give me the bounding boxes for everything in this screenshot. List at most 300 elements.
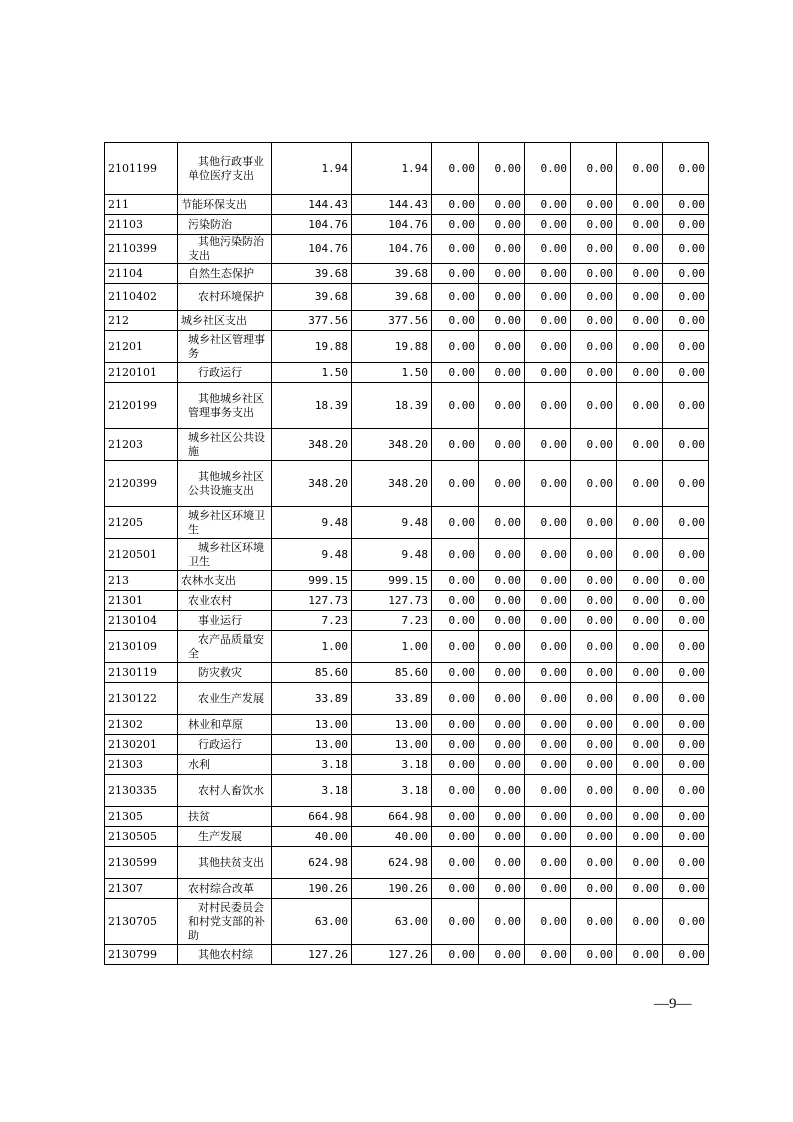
amount-cell: 0.00 xyxy=(525,311,571,331)
table-row xyxy=(105,899,709,945)
amount-cell: 0.00 xyxy=(663,507,709,539)
amount-cell: 0.00 xyxy=(525,429,571,461)
amount-cell: 0.00 xyxy=(617,311,663,331)
amount-cell: 0.00 xyxy=(432,539,479,571)
subject-code-cell: 2120101 xyxy=(105,363,178,383)
amount-cell: 85.60 xyxy=(352,663,432,683)
amount-cell: 0.00 xyxy=(525,807,571,827)
amount-cell: 127.26 xyxy=(352,945,432,965)
amount-cell: 0.00 xyxy=(525,775,571,807)
subject-code-cell: 21103 xyxy=(105,215,178,235)
amount-cell: 127.26 xyxy=(272,945,352,965)
subject-name-cell: 自然生态保护 xyxy=(178,264,272,284)
amount-cell: 0.00 xyxy=(479,429,525,461)
subject-code-cell: 2130119 xyxy=(105,663,178,683)
amount-cell: 0.00 xyxy=(663,143,709,195)
amount-cell: 85.60 xyxy=(272,663,352,683)
subject-name-cell: 城乡社区支出 xyxy=(178,311,272,331)
amount-cell: 13.00 xyxy=(272,715,352,735)
table-row xyxy=(105,735,709,755)
subject-name-cell: 其他污染防治支出 xyxy=(178,235,272,264)
table-row xyxy=(105,807,709,827)
amount-cell: 0.00 xyxy=(617,383,663,429)
amount-cell: 0.00 xyxy=(479,331,525,363)
amount-cell: 0.00 xyxy=(617,284,663,311)
amount-cell: 0.00 xyxy=(663,235,709,264)
amount-cell: 0.00 xyxy=(525,235,571,264)
amount-cell: 0.00 xyxy=(525,461,571,507)
amount-cell: 0.00 xyxy=(432,284,479,311)
subject-name-cell: 城乡社区管理事务 xyxy=(178,331,272,363)
table-row xyxy=(105,631,709,663)
amount-cell: 19.88 xyxy=(352,331,432,363)
table-row xyxy=(105,755,709,775)
amount-cell: 0.00 xyxy=(432,683,479,715)
amount-cell: 0.00 xyxy=(432,143,479,195)
amount-cell: 3.18 xyxy=(272,775,352,807)
amount-cell: 0.00 xyxy=(617,945,663,965)
amount-cell: 0.00 xyxy=(617,571,663,591)
amount-cell: 0.00 xyxy=(479,827,525,847)
subject-name-cell: 行政运行 xyxy=(178,735,272,755)
table-row xyxy=(105,591,709,611)
amount-cell: 0.00 xyxy=(617,755,663,775)
amount-cell: 0.00 xyxy=(432,827,479,847)
amount-cell: 0.00 xyxy=(479,591,525,611)
amount-cell: 0.00 xyxy=(617,195,663,215)
amount-cell: 33.89 xyxy=(272,683,352,715)
amount-cell: 0.00 xyxy=(525,879,571,899)
amount-cell: 0.00 xyxy=(663,215,709,235)
amount-cell: 0.00 xyxy=(525,847,571,879)
subject-code-cell: 2130104 xyxy=(105,611,178,631)
subject-name-cell: 生产发展 xyxy=(178,827,272,847)
subject-code-cell: 21205 xyxy=(105,507,178,539)
amount-cell: 0.00 xyxy=(571,899,617,945)
amount-cell: 0.00 xyxy=(663,195,709,215)
subject-code-cell: 2130705 xyxy=(105,899,178,945)
amount-cell: 0.00 xyxy=(432,571,479,591)
amount-cell: 0.00 xyxy=(663,311,709,331)
amount-cell: 0.00 xyxy=(571,591,617,611)
amount-cell: 624.98 xyxy=(272,847,352,879)
subject-code-cell: 2130201 xyxy=(105,735,178,755)
amount-cell: 0.00 xyxy=(525,571,571,591)
amount-cell: 9.48 xyxy=(272,507,352,539)
subject-code-cell: 2101199 xyxy=(105,143,178,195)
amount-cell: 0.00 xyxy=(617,235,663,264)
amount-cell: 0.00 xyxy=(663,879,709,899)
amount-cell: 664.98 xyxy=(272,807,352,827)
subject-code-cell: 21301 xyxy=(105,591,178,611)
subject-name-cell: 扶贫 xyxy=(178,807,272,827)
amount-cell: 190.26 xyxy=(352,879,432,899)
table-row xyxy=(105,507,709,539)
table-row xyxy=(105,284,709,311)
amount-cell: 0.00 xyxy=(617,715,663,735)
table-row xyxy=(105,945,709,965)
table-row xyxy=(105,775,709,807)
amount-cell: 18.39 xyxy=(272,383,352,429)
amount-cell: 0.00 xyxy=(617,539,663,571)
amount-cell: 0.00 xyxy=(617,807,663,827)
amount-cell: 348.20 xyxy=(272,461,352,507)
subject-name-cell: 其他城乡社区管理事务支出 xyxy=(178,383,272,429)
table-row xyxy=(105,363,709,383)
amount-cell: 0.00 xyxy=(479,663,525,683)
amount-cell: 127.73 xyxy=(352,591,432,611)
amount-cell: 39.68 xyxy=(352,264,432,284)
amount-cell: 0.00 xyxy=(663,755,709,775)
amount-cell: 0.00 xyxy=(663,663,709,683)
amount-cell: 0.00 xyxy=(571,827,617,847)
amount-cell: 0.00 xyxy=(479,735,525,755)
table-row xyxy=(105,311,709,331)
amount-cell: 104.76 xyxy=(272,235,352,264)
amount-cell: 3.18 xyxy=(352,775,432,807)
amount-cell: 0.00 xyxy=(525,715,571,735)
amount-cell: 0.00 xyxy=(479,945,525,965)
subject-code-cell: 21203 xyxy=(105,429,178,461)
subject-code-cell: 2120501 xyxy=(105,539,178,571)
subject-code-cell: 213 xyxy=(105,571,178,591)
amount-cell: 0.00 xyxy=(479,363,525,383)
subject-code-cell: 2130122 xyxy=(105,683,178,715)
amount-cell: 0.00 xyxy=(525,735,571,755)
amount-cell: 0.00 xyxy=(571,879,617,899)
amount-cell: 0.00 xyxy=(479,311,525,331)
amount-cell: 0.00 xyxy=(571,331,617,363)
subject-name-cell: 城乡社区环境卫生 xyxy=(178,539,272,571)
amount-cell: 0.00 xyxy=(663,284,709,311)
amount-cell: 0.00 xyxy=(663,591,709,611)
amount-cell: 0.00 xyxy=(617,899,663,945)
amount-cell: 1.50 xyxy=(352,363,432,383)
amount-cell: 0.00 xyxy=(432,715,479,735)
amount-cell: 0.00 xyxy=(571,663,617,683)
amount-cell: 0.00 xyxy=(432,755,479,775)
table-row xyxy=(105,215,709,235)
amount-cell: 40.00 xyxy=(352,827,432,847)
amount-cell: 0.00 xyxy=(617,363,663,383)
amount-cell: 0.00 xyxy=(663,631,709,663)
amount-cell: 0.00 xyxy=(663,571,709,591)
amount-cell: 0.00 xyxy=(479,264,525,284)
amount-cell: 0.00 xyxy=(525,827,571,847)
amount-cell: 0.00 xyxy=(525,591,571,611)
amount-cell: 0.00 xyxy=(617,507,663,539)
amount-cell: 0.00 xyxy=(432,807,479,827)
amount-cell: 40.00 xyxy=(272,827,352,847)
amount-cell: 0.00 xyxy=(571,461,617,507)
amount-cell: 0.00 xyxy=(663,611,709,631)
amount-cell: 624.98 xyxy=(352,847,432,879)
amount-cell: 39.68 xyxy=(272,264,352,284)
subject-code-cell: 2120399 xyxy=(105,461,178,507)
amount-cell: 3.18 xyxy=(352,755,432,775)
amount-cell: 0.00 xyxy=(479,539,525,571)
amount-cell: 1.00 xyxy=(272,631,352,663)
subject-code-cell: 2130799 xyxy=(105,945,178,965)
amount-cell: 0.00 xyxy=(525,331,571,363)
amount-cell: 0.00 xyxy=(617,879,663,899)
amount-cell: 0.00 xyxy=(571,631,617,663)
amount-cell: 0.00 xyxy=(432,775,479,807)
amount-cell: 104.76 xyxy=(272,215,352,235)
amount-cell: 0.00 xyxy=(663,461,709,507)
amount-cell: 0.00 xyxy=(571,683,617,715)
amount-cell: 13.00 xyxy=(352,715,432,735)
table-row xyxy=(105,195,709,215)
amount-cell: 0.00 xyxy=(525,264,571,284)
subject-name-cell: 污染防治 xyxy=(178,215,272,235)
table-row xyxy=(105,331,709,363)
subject-name-cell: 对村民委员会和村党支部的补助 xyxy=(178,899,272,945)
amount-cell: 0.00 xyxy=(663,363,709,383)
amount-cell: 0.00 xyxy=(432,611,479,631)
amount-cell: 0.00 xyxy=(432,235,479,264)
amount-cell: 0.00 xyxy=(571,284,617,311)
amount-cell: 0.00 xyxy=(525,683,571,715)
subject-code-cell: 2130335 xyxy=(105,775,178,807)
amount-cell: 0.00 xyxy=(571,571,617,591)
amount-cell: 63.00 xyxy=(352,899,432,945)
subject-name-cell: 城乡社区环境卫生 xyxy=(178,507,272,539)
subject-name-cell: 节能环保支出 xyxy=(178,195,272,215)
subject-code-cell: 21104 xyxy=(105,264,178,284)
amount-cell: 0.00 xyxy=(525,663,571,683)
amount-cell: 18.39 xyxy=(352,383,432,429)
amount-cell: 0.00 xyxy=(663,945,709,965)
amount-cell: 104.76 xyxy=(352,235,432,264)
amount-cell: 0.00 xyxy=(571,807,617,827)
amount-cell: 0.00 xyxy=(432,215,479,235)
amount-cell: 0.00 xyxy=(617,775,663,807)
amount-cell: 0.00 xyxy=(479,507,525,539)
subject-code-cell: 2120199 xyxy=(105,383,178,429)
table-row xyxy=(105,461,709,507)
amount-cell: 0.00 xyxy=(663,847,709,879)
amount-cell: 144.43 xyxy=(352,195,432,215)
page-number: —9— xyxy=(654,996,692,1012)
subject-name-cell: 其他扶贫支出 xyxy=(178,847,272,879)
amount-cell: 0.00 xyxy=(617,215,663,235)
amount-cell: 0.00 xyxy=(571,945,617,965)
amount-cell: 0.00 xyxy=(479,195,525,215)
amount-cell: 999.15 xyxy=(272,571,352,591)
table-row xyxy=(105,429,709,461)
subject-name-cell: 水利 xyxy=(178,755,272,775)
amount-cell: 1.50 xyxy=(272,363,352,383)
subject-code-cell: 21302 xyxy=(105,715,178,735)
amount-cell: 0.00 xyxy=(663,264,709,284)
amount-cell: 0.00 xyxy=(479,143,525,195)
amount-cell: 0.00 xyxy=(525,383,571,429)
subject-code-cell: 2130599 xyxy=(105,847,178,879)
table-row xyxy=(105,383,709,429)
amount-cell: 0.00 xyxy=(617,735,663,755)
amount-cell: 0.00 xyxy=(663,383,709,429)
amount-cell: 0.00 xyxy=(663,735,709,755)
amount-cell: 0.00 xyxy=(479,807,525,827)
amount-cell: 0.00 xyxy=(571,383,617,429)
amount-cell: 190.26 xyxy=(272,879,352,899)
subject-code-cell: 21201 xyxy=(105,331,178,363)
amount-cell: 0.00 xyxy=(479,775,525,807)
subject-code-cell: 2110399 xyxy=(105,235,178,264)
amount-cell: 0.00 xyxy=(525,899,571,945)
subject-code-cell: 21303 xyxy=(105,755,178,775)
amount-cell: 0.00 xyxy=(571,195,617,215)
amount-cell: 0.00 xyxy=(432,383,479,429)
amount-cell: 0.00 xyxy=(432,461,479,507)
amount-cell: 0.00 xyxy=(617,591,663,611)
amount-cell: 104.76 xyxy=(352,215,432,235)
amount-cell: 0.00 xyxy=(432,945,479,965)
subject-name-cell: 农业生产发展 xyxy=(178,683,272,715)
subject-name-cell: 其他行政事业单位医疗支出 xyxy=(178,143,272,195)
amount-cell: 0.00 xyxy=(571,215,617,235)
amount-cell: 0.00 xyxy=(479,899,525,945)
amount-cell: 0.00 xyxy=(479,715,525,735)
subject-name-cell: 其他农村综 xyxy=(178,945,272,965)
table-row xyxy=(105,827,709,847)
amount-cell: 0.00 xyxy=(479,755,525,775)
subject-name-cell: 其他城乡社区公共设施支出 xyxy=(178,461,272,507)
amount-cell: 0.00 xyxy=(663,683,709,715)
table-row xyxy=(105,611,709,631)
amount-cell: 1.00 xyxy=(352,631,432,663)
amount-cell: 0.00 xyxy=(663,807,709,827)
amount-cell: 999.15 xyxy=(352,571,432,591)
table-row xyxy=(105,571,709,591)
amount-cell: 39.68 xyxy=(352,284,432,311)
amount-cell: 0.00 xyxy=(479,235,525,264)
amount-cell: 9.48 xyxy=(272,539,352,571)
amount-cell: 0.00 xyxy=(432,591,479,611)
table-row xyxy=(105,879,709,899)
amount-cell: 0.00 xyxy=(617,683,663,715)
budget-table xyxy=(104,142,709,965)
amount-cell: 0.00 xyxy=(571,611,617,631)
amount-cell: 0.00 xyxy=(479,571,525,591)
amount-cell: 0.00 xyxy=(479,847,525,879)
amount-cell: 39.68 xyxy=(272,284,352,311)
amount-cell: 0.00 xyxy=(663,775,709,807)
amount-cell: 0.00 xyxy=(571,715,617,735)
amount-cell: 0.00 xyxy=(432,429,479,461)
amount-cell: 0.00 xyxy=(571,775,617,807)
amount-cell: 0.00 xyxy=(432,331,479,363)
subject-name-cell: 行政运行 xyxy=(178,363,272,383)
amount-cell: 0.00 xyxy=(617,264,663,284)
subject-name-cell: 农村综合改革 xyxy=(178,879,272,899)
subject-code-cell: 2130109 xyxy=(105,631,178,663)
amount-cell: 0.00 xyxy=(479,683,525,715)
amount-cell: 0.00 xyxy=(571,847,617,879)
amount-cell: 0.00 xyxy=(525,507,571,539)
subject-code-cell: 21305 xyxy=(105,807,178,827)
amount-cell: 0.00 xyxy=(525,945,571,965)
subject-code-cell: 21307 xyxy=(105,879,178,899)
amount-cell: 0.00 xyxy=(571,755,617,775)
amount-cell: 348.20 xyxy=(352,429,432,461)
subject-name-cell: 城乡社区公共设施 xyxy=(178,429,272,461)
amount-cell: 0.00 xyxy=(617,847,663,879)
subject-code-cell: 2130505 xyxy=(105,827,178,847)
amount-cell: 377.56 xyxy=(352,311,432,331)
amount-cell: 0.00 xyxy=(432,311,479,331)
subject-code-cell: 212 xyxy=(105,311,178,331)
subject-name-cell: 防灾救灾 xyxy=(178,663,272,683)
amount-cell: 0.00 xyxy=(663,429,709,461)
subject-name-cell: 农产品质量安全 xyxy=(178,631,272,663)
amount-cell: 348.20 xyxy=(352,461,432,507)
amount-cell: 1.94 xyxy=(272,143,352,195)
amount-cell: 0.00 xyxy=(432,264,479,284)
amount-cell: 0.00 xyxy=(617,631,663,663)
amount-cell: 0.00 xyxy=(432,663,479,683)
amount-cell: 0.00 xyxy=(571,735,617,755)
amount-cell: 0.00 xyxy=(432,847,479,879)
amount-cell: 0.00 xyxy=(571,311,617,331)
amount-cell: 7.23 xyxy=(272,611,352,631)
amount-cell: 0.00 xyxy=(479,611,525,631)
amount-cell: 0.00 xyxy=(432,195,479,215)
amount-cell: 0.00 xyxy=(525,195,571,215)
amount-cell: 13.00 xyxy=(272,735,352,755)
table-row xyxy=(105,715,709,735)
subject-name-cell: 农林水支出 xyxy=(178,571,272,591)
amount-cell: 0.00 xyxy=(617,611,663,631)
amount-cell: 0.00 xyxy=(479,215,525,235)
amount-cell: 0.00 xyxy=(525,215,571,235)
amount-cell: 1.94 xyxy=(352,143,432,195)
amount-cell: 0.00 xyxy=(479,461,525,507)
table-body xyxy=(105,143,709,965)
table-row xyxy=(105,683,709,715)
amount-cell: 0.00 xyxy=(432,631,479,663)
amount-cell: 664.98 xyxy=(352,807,432,827)
amount-cell: 0.00 xyxy=(571,143,617,195)
amount-cell: 0.00 xyxy=(525,755,571,775)
subject-name-cell: 林业和草原 xyxy=(178,715,272,735)
amount-cell: 0.00 xyxy=(432,363,479,383)
amount-cell: 0.00 xyxy=(479,879,525,899)
amount-cell: 0.00 xyxy=(525,143,571,195)
amount-cell: 348.20 xyxy=(272,429,352,461)
amount-cell: 0.00 xyxy=(432,899,479,945)
amount-cell: 0.00 xyxy=(525,631,571,663)
amount-cell: 144.43 xyxy=(272,195,352,215)
amount-cell: 0.00 xyxy=(525,611,571,631)
amount-cell: 377.56 xyxy=(272,311,352,331)
amount-cell: 0.00 xyxy=(571,539,617,571)
amount-cell: 13.00 xyxy=(352,735,432,755)
amount-cell: 19.88 xyxy=(272,331,352,363)
amount-cell: 0.00 xyxy=(479,383,525,429)
amount-cell: 0.00 xyxy=(617,331,663,363)
amount-cell: 0.00 xyxy=(571,363,617,383)
amount-cell: 0.00 xyxy=(617,143,663,195)
amount-cell: 0.00 xyxy=(479,631,525,663)
amount-cell: 0.00 xyxy=(525,539,571,571)
amount-cell: 3.18 xyxy=(272,755,352,775)
subject-name-cell: 事业运行 xyxy=(178,611,272,631)
table-row xyxy=(105,847,709,879)
amount-cell: 0.00 xyxy=(525,284,571,311)
amount-cell: 127.73 xyxy=(272,591,352,611)
